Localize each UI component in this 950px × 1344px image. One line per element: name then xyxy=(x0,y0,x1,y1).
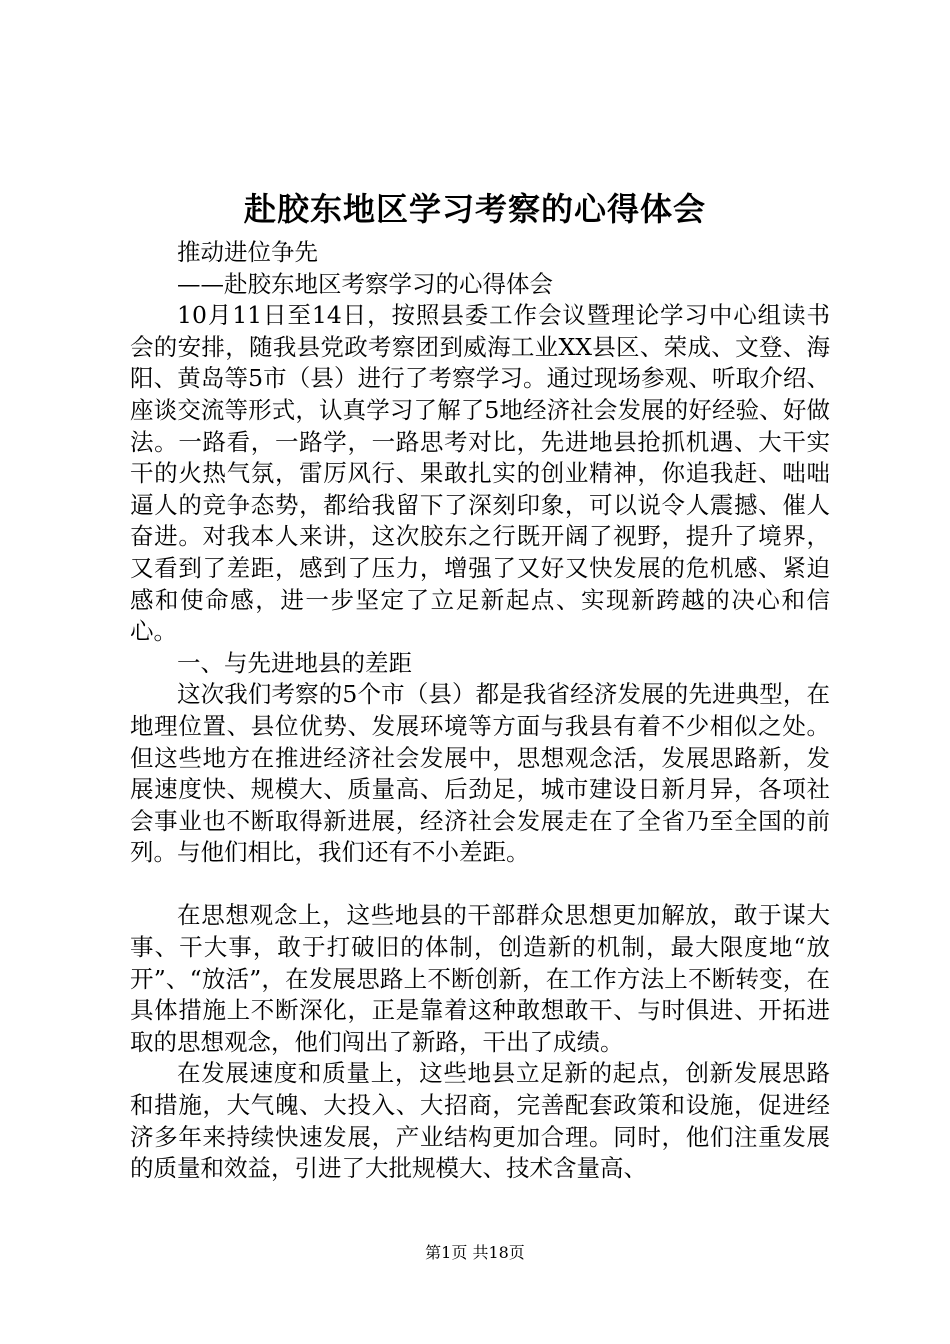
section-heading: 一、与先进地县的差距 xyxy=(177,648,412,677)
page-number: 第1页 共18页 xyxy=(425,1243,525,1262)
paragraph-gap-overview: 这次我们考察的5个市（县）都是我省经济发展的先进典型，在地理位置、县位优势、发展环境等方面与我县有着不少相似之处。但这些地方在推进经济社会发展中，思想观念活，发展思路新，发展速度快、规模大、质量高、后劲足，城市建设日新月异，各项社会事业也不断取得新进展，经济社会发展走在了全省乃至全国的前列。与他们相比，我们还有不小差距。 xyxy=(130,680,830,867)
blank-line xyxy=(130,869,830,901)
paragraph-speed-quality: 在发展速度和质量上，这些地县立足新的起点，创新发展思路和措施，大气魄、大投入、大招商，完善配套政策和设施，促进经济多年来持续快速发展，产业结构更加合理。同时，他们注重发展的质量和效益，引进了大批规模大、技术含量高、 xyxy=(130,1059,830,1183)
subtitle: 推动进位争先 xyxy=(177,238,318,266)
paragraph-intro: 10月11日至14日，按照县委工作会议暨理论学习中心组读书会的安排，随我县党政考察团到威海工业XX县区、荣成、文登、海阳、黄岛等5市（县）进行了考察学习。通过现场参观、听取介绍、座谈交流等形式，认真学习了解了5地经济社会发展的好经验、好做法。一路看，一路学，一路思考对比，先进地县抢抓机遇、大干实干的火热气氛，雷厉风行、果敢扎实的创业精神，你追我赶、咄咄逼人的竞争态势，都给我留下了深刻印象，可以说令人震撼、催人奋进。对我本人来讲，这次胶东之行既开阔了视野，提升了境界，又看到了差距，感到了压力，增强了又好又快发展的危机感、紧迫感和使命感，进一步坚定了立足新起点、实现新跨越的决心和信心。 xyxy=(130,301,830,646)
document-title: 赴胶东地区学习考察的心得体会 xyxy=(243,190,706,228)
paragraph-thinking: 在思想观念上，这些地县的干部群众思想更加解放，敢于谋大事、干大事，敢于打破旧的体制，创造新的机制，最大限度地“放开”、“放活”，在发展思路上不断创新，在工作方法上不断转变，在具体措施上不断深化，正是靠着这种敢想敢干、与时俱进、开拓进取的思想观念，他们闯出了新路，干出了成绩。 xyxy=(130,901,830,1056)
document-body xyxy=(130,237,830,1185)
subtitle-secondary: ——赴胶东地区考察学习的心得体会 xyxy=(177,269,553,298)
